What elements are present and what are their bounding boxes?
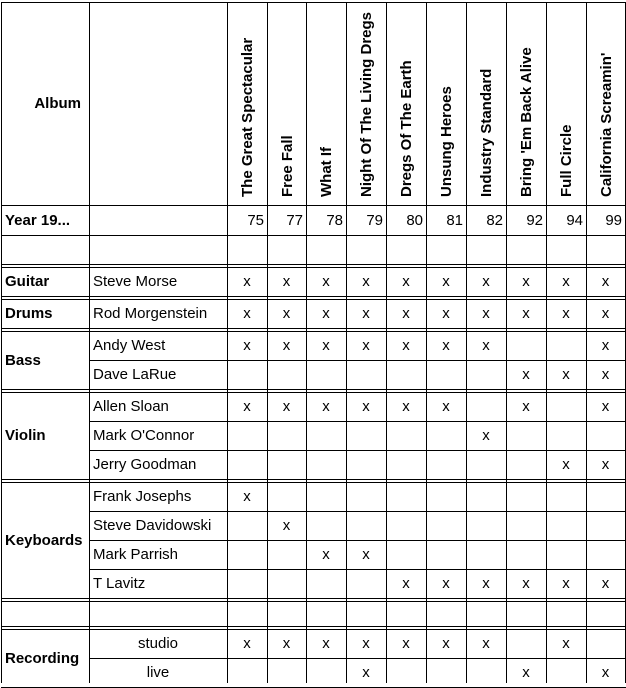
member-name: Mark Parrish bbox=[93, 546, 179, 563]
row-divider bbox=[1, 205, 626, 206]
membership-mark: x bbox=[362, 546, 370, 563]
membership-mark: x bbox=[601, 664, 610, 681]
membership-mark: x bbox=[562, 635, 570, 652]
membership-mark: x bbox=[522, 398, 530, 415]
membership-mark: x bbox=[482, 305, 490, 322]
section-name: Bass bbox=[5, 351, 41, 369]
column-divider bbox=[89, 2, 90, 683]
year-value: 78 bbox=[326, 211, 343, 229]
album-name: Unsung Heroes bbox=[438, 86, 455, 197]
membership-mark: x bbox=[322, 398, 330, 415]
row-divider bbox=[1, 2, 626, 3]
membership-mark: x bbox=[322, 635, 330, 652]
membership-mark: x bbox=[362, 398, 370, 415]
section-name: Guitar bbox=[5, 273, 50, 290]
membership-mark: x bbox=[442, 305, 450, 322]
membership-mark: x bbox=[442, 273, 450, 290]
year-value: 81 bbox=[446, 211, 463, 229]
membership-mark: x bbox=[243, 337, 251, 354]
membership-mark: x bbox=[522, 273, 530, 290]
membership-mark: x bbox=[562, 456, 570, 473]
membership-mark: x bbox=[601, 575, 610, 592]
album-name: Industry Standard bbox=[478, 68, 495, 197]
column-divider bbox=[546, 2, 547, 683]
column-divider bbox=[466, 2, 467, 683]
membership-mark: x bbox=[282, 635, 291, 652]
column-divider bbox=[227, 2, 228, 683]
member-name: T Lavitz bbox=[93, 575, 146, 592]
member-name: Andy West bbox=[93, 337, 166, 354]
membership-mark: x bbox=[522, 305, 530, 322]
year-value: 82 bbox=[486, 211, 503, 229]
member-name: live bbox=[146, 664, 170, 681]
section-name: Drums bbox=[5, 305, 53, 322]
membership-mark: x bbox=[282, 337, 291, 354]
year-value: 75 bbox=[247, 211, 264, 229]
membership-mark: x bbox=[362, 664, 370, 681]
membership-mark: x bbox=[243, 273, 251, 290]
membership-mark: x bbox=[601, 305, 610, 322]
column-divider bbox=[1, 2, 2, 683]
member-name: Mark O'Connor bbox=[93, 427, 195, 444]
column-divider bbox=[346, 2, 347, 683]
member-name: Frank Josephs bbox=[93, 488, 192, 505]
membership-mark: x bbox=[282, 517, 291, 534]
membership-mark: x bbox=[243, 635, 251, 652]
member-name: Rod Morgenstein bbox=[93, 305, 208, 322]
album-header: Album bbox=[34, 95, 81, 112]
membership-mark: x bbox=[402, 305, 410, 322]
membership-mark: x bbox=[482, 337, 490, 354]
section-name: Violin bbox=[5, 427, 46, 444]
member-name: Dave LaRue bbox=[93, 366, 177, 383]
membership-mark: x bbox=[362, 337, 370, 354]
row-divider bbox=[1, 264, 626, 265]
column-divider bbox=[426, 2, 427, 683]
membership-mark: x bbox=[282, 398, 291, 415]
column-divider bbox=[506, 2, 507, 683]
membership-mark: x bbox=[362, 635, 370, 652]
membership-mark: x bbox=[482, 575, 490, 592]
album-name: California Screamin' bbox=[597, 52, 615, 197]
membership-mark: x bbox=[402, 273, 410, 290]
year-value: 92 bbox=[526, 211, 543, 229]
album-name: Night Of The Living Dregs bbox=[358, 11, 375, 197]
year-label: Year 19... bbox=[5, 211, 71, 229]
column-divider bbox=[306, 2, 307, 683]
membership-mark: x bbox=[562, 575, 570, 592]
membership-mark: x bbox=[601, 398, 610, 415]
membership-mark: x bbox=[243, 398, 251, 415]
membership-mark: x bbox=[562, 273, 570, 290]
membership-mark: x bbox=[442, 635, 450, 652]
row-divider bbox=[1, 598, 626, 599]
membership-mark: x bbox=[243, 305, 251, 322]
row-divider bbox=[1, 296, 626, 297]
membership-mark: x bbox=[402, 635, 410, 652]
row-divider bbox=[1, 626, 626, 627]
membership-mark: x bbox=[402, 398, 410, 415]
album-name: Dregs Of The Earth bbox=[398, 60, 415, 197]
membership-mark: x bbox=[322, 305, 330, 322]
membership-mark: x bbox=[601, 366, 610, 383]
member-name: studio bbox=[137, 635, 179, 652]
membership-mark: x bbox=[282, 273, 291, 290]
membership-mark: x bbox=[322, 273, 330, 290]
year-value: 94 bbox=[566, 211, 583, 229]
column-divider bbox=[586, 2, 587, 683]
membership-mark: x bbox=[442, 398, 450, 415]
membership-mark: x bbox=[482, 273, 490, 290]
row-divider bbox=[1, 389, 626, 390]
membership-mark: x bbox=[482, 427, 490, 444]
member-name: Jerry Goodman bbox=[93, 456, 197, 473]
membership-mark: x bbox=[562, 366, 570, 383]
row-divider bbox=[1, 328, 626, 329]
membership-mark: x bbox=[601, 456, 610, 473]
membership-mark: x bbox=[362, 273, 370, 290]
album-name: Full Circle bbox=[558, 124, 575, 197]
year-value: 79 bbox=[366, 211, 383, 229]
row-divider bbox=[1, 601, 626, 602]
album-name: Bring 'Em Back Alive bbox=[518, 47, 535, 197]
year-value: 99 bbox=[605, 211, 622, 229]
member-name: Steve Davidowski bbox=[93, 517, 212, 534]
membership-mark: x bbox=[362, 305, 370, 322]
membership-mark: x bbox=[482, 635, 490, 652]
membership-mark: x bbox=[442, 337, 450, 354]
section-name: Recording bbox=[5, 649, 80, 667]
album-name: The Great Spectacular bbox=[239, 37, 256, 197]
album-name: What If bbox=[318, 147, 335, 197]
membership-mark: x bbox=[601, 273, 610, 290]
membership-mark: x bbox=[322, 337, 330, 354]
membership-mark: x bbox=[243, 488, 251, 505]
section-name: Keyboards bbox=[5, 531, 83, 549]
membership-mark: x bbox=[282, 305, 291, 322]
membership-mark: x bbox=[601, 337, 610, 354]
row-divider bbox=[1, 479, 626, 480]
column-divider bbox=[267, 2, 268, 683]
membership-mark: x bbox=[402, 575, 410, 592]
row-divider bbox=[1, 235, 626, 236]
album-name: Free Fall bbox=[278, 135, 296, 197]
membership-mark: x bbox=[322, 546, 330, 563]
year-value: 77 bbox=[286, 211, 303, 229]
member-name: Steve Morse bbox=[93, 273, 178, 290]
membership-mark: x bbox=[562, 305, 570, 322]
membership-mark: x bbox=[442, 575, 450, 592]
membership-mark: x bbox=[522, 366, 530, 383]
membership-mark: x bbox=[402, 337, 410, 354]
member-name: Allen Sloan bbox=[93, 398, 169, 415]
column-divider bbox=[386, 2, 387, 683]
year-value: 80 bbox=[406, 211, 423, 229]
membership-mark: x bbox=[522, 664, 530, 681]
membership-mark: x bbox=[522, 575, 530, 592]
